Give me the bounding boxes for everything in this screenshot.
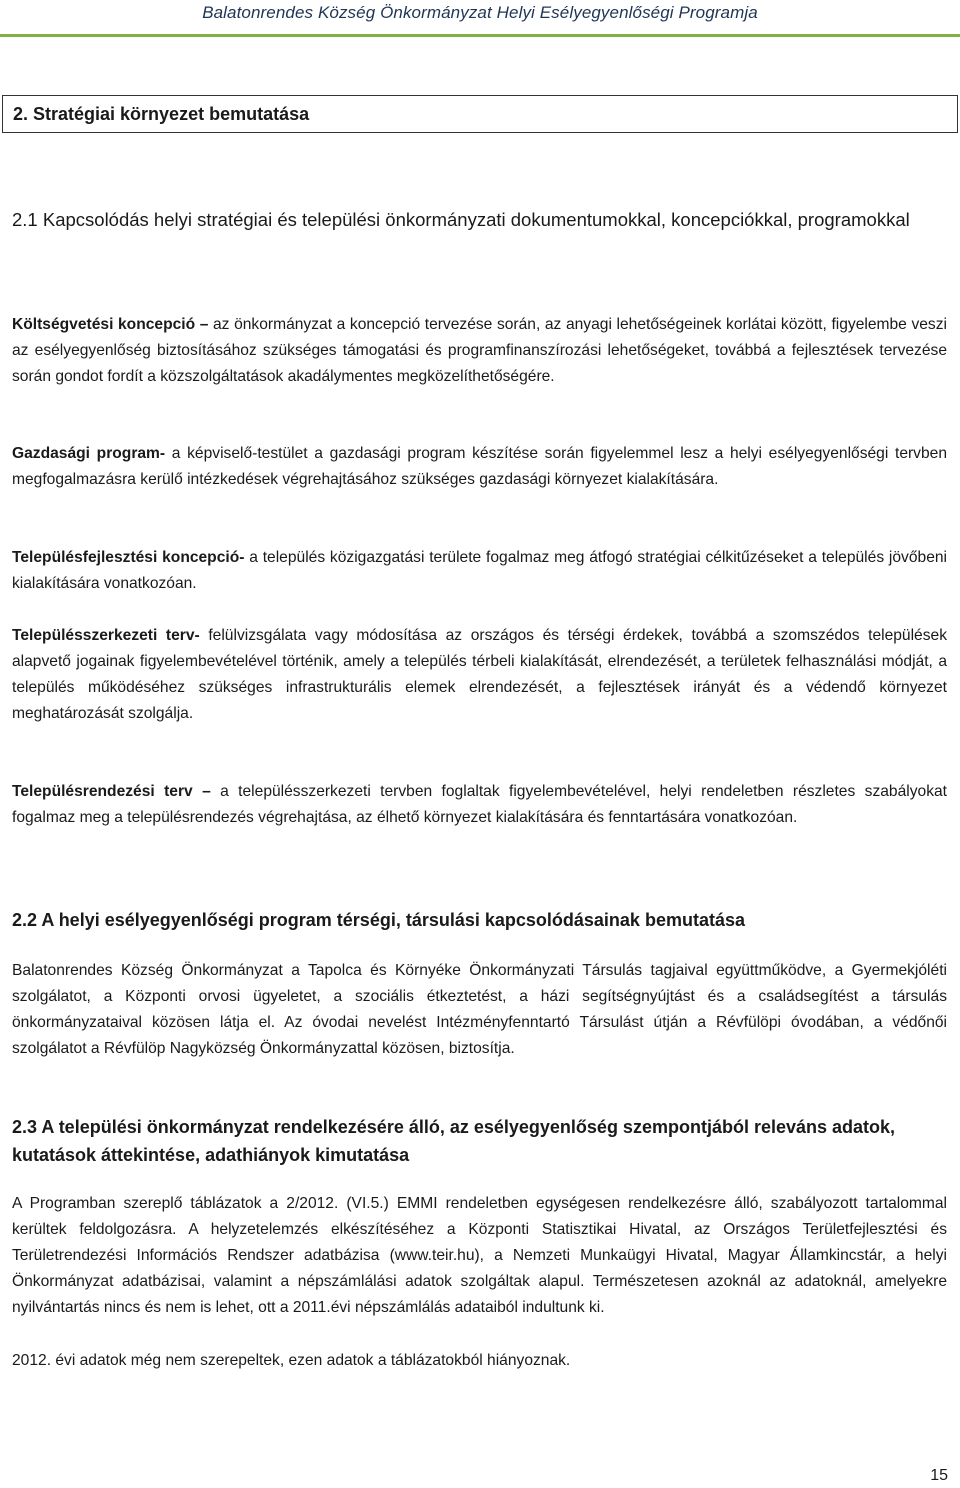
paragraph-text: az önkormányzat a koncepció tervezése során, az anyagi lehetőségeinek korlátai között, figyelembe veszi az esélyegyenlőség biztosításához szükséges támogatási és programfinanszírozási lehetőségeket, továbbá a fejlesztések tervezése során gondot fordít a közszolgáltatások akadálymentes megközelíthetőségére.: [12, 316, 947, 385]
section-title: 2. Stratégiai környezet bemutatása: [2, 95, 958, 133]
paragraph-term: Gazdasági program-: [12, 445, 166, 462]
header-rule: [0, 34, 960, 37]
paragraph-adathiany-megjegyzes: 2012. évi adatok még nem szerepeltek, ezen adatok a táblázatokból hiányoznak.: [12, 1352, 571, 1369]
paragraph-text: a település közigazgatási területe fogalmaz meg átfogó stratégiai célkitűzéseket a település jövőbeni kialakítására vonatkozóan.: [12, 549, 947, 592]
paragraph-tarsulasi-kapcsolodas: Balatonrendes Község Önkormányzat a Tapolca és Környéke Önkormányzati Társulás tagjaival együttműködve, a Gyermekjóléti szolgálatot, a Központi orvosi ügyeletet, a szociális étkeztetést, a házi segítségnyújtást és a családsegítést a társulás önkormányzataival közösen látja el. Az óvodai nevelést Intézményfenntartó Társulást útján a Révfülöpi óvodában, a védőnői szolgálatot a Révfülöp Nagyközség Önkormányzattal közösen, biztosítja.: [12, 962, 947, 1057]
paragraph-gazdasagi-program: [12, 441, 947, 493]
paragraph-kolsegvetesi-koncepcio: [12, 312, 947, 390]
paragraph-text: a képviselő-testület a gazdasági program készítése során figyelemmel lesz a helyi esélyegyenlőségi tervben megfogalmazásra kerülő intézkedések végrehajtásához szükséges gazdasági környezet kialakítására.: [12, 445, 947, 488]
running-header: Balatonrendes Község Önkormányzat Helyi Esélyegyenlőségi Programja: [202, 3, 758, 22]
paragraph-term: Településfejlesztési koncepció-: [12, 549, 245, 566]
subsection-2-1-title: 2.1 Kapcsolódás helyi stratégiai és települési önkormányzati dokumentumokkal, koncepciókkal, programokkal: [12, 209, 910, 230]
paragraph-telepulesrendezesi-terv: [12, 779, 947, 831]
paragraph-telepulesfejlesztesi-koncepcio: [12, 545, 947, 597]
subsection-2-2-title: 2.2 A helyi esélyegyenlőségi program térségi, társulási kapcsolódásainak bemutatása: [12, 910, 745, 930]
paragraph-text: a településszerkezeti tervben foglaltak figyelembevételével, helyi rendeletben részletes szabályokat fogalmaz meg a településrendezés végrehajtása, az élhető környezet kialakítására és fenntartására vonatkozóan.: [12, 783, 947, 826]
subsection-2-3-title: 2.3 A települési önkormányzat rendelkezésére álló, az esélyegyenlőség szempontjából releváns adatok, kutatások áttekintése, adathiányok kimutatása: [12, 1117, 896, 1165]
paragraph-term: Költségvetési koncepció –: [12, 316, 209, 333]
paragraph-term: Településrendezési terv –: [12, 783, 211, 800]
paragraph-text: felülvizsgálata vagy módosítása az országos és térségi érdekek, továbbá a szomszédos települések alapvető jogainak figyelembevételével történik, amely a település térbeli kialakítását, elrendezését, a területek felhasználási módját, a település működéséhez szükséges infrastrukturális elemek elrendezését, a fejlesztések irányát és a védendő környezet meghatározását szolgálja.: [12, 627, 947, 722]
paragraph-adatok-attekintese: A Programban szereplő táblázatok a 2/2012. (VI.5.) EMMI rendeletben egységesen rendelkezésre álló, szabályozott tartalommal kerültek feldolgozásra. A helyzetelemzés elkészítéséhez a Központi Statisztikai Hivatal, az Országos Területfejlesztési és Területrendezési Információs Rendszer adatbázisa (www.teir.hu), a Nemzeti Munkaügyi Hivatal, Magyar Államkincstár, a helyi Önkormányzat adatbázisai, valamint a népszámlálási adatok szolgáltak alapul. Természetesen azoknál az adatoknál, amelyekre nyilvántartás nincs és nem is lehet, ott a 2011.évi népszámlálás adataiból indultunk ki.: [12, 1195, 947, 1316]
paragraph-telepulesszerkezeti-terv: [12, 623, 947, 727]
page-number: 15: [930, 1467, 948, 1484]
paragraph-term: Településszerkezeti terv-: [12, 627, 200, 644]
